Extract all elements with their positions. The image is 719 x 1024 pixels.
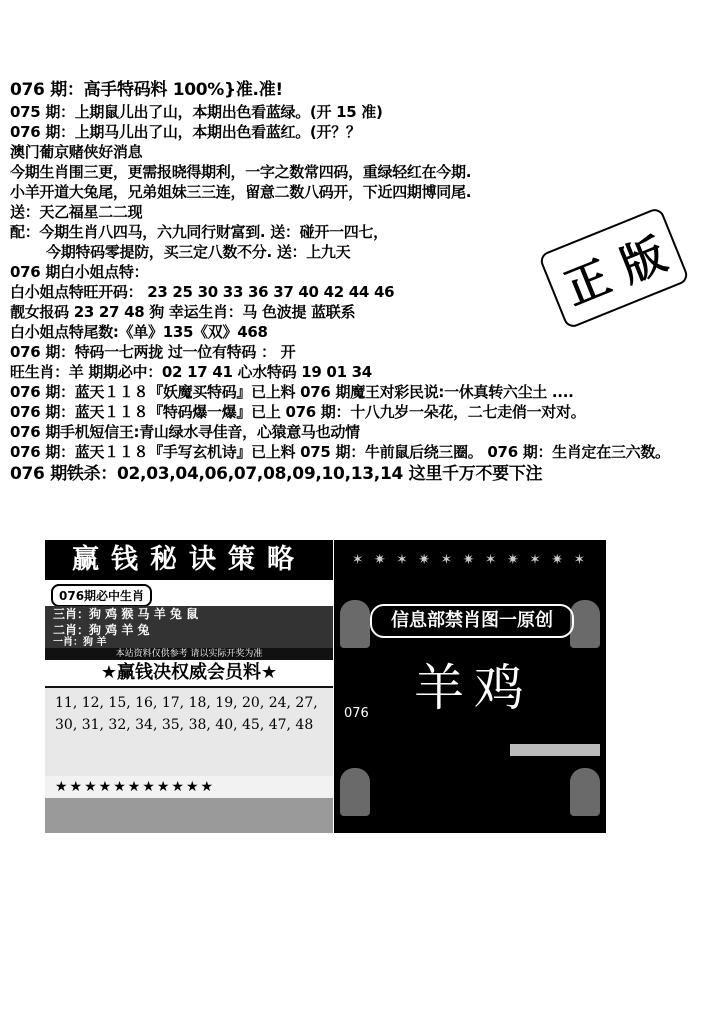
- portrait-image: [570, 768, 600, 816]
- text-line: 076 期：蓝天１１８『妖魔买特码』已上料 076 期魔王对彩民说:一休真转六尘土 ....: [10, 383, 574, 401]
- text-line: 075 期：上期鼠儿出了山，本期出色看蓝绿。(开 15 准): [10, 103, 383, 121]
- text-line: 白小姐点特旺开码： 23 25 30 33 36 37 40 42 44 46: [10, 283, 395, 301]
- right-ad-heading: 信息部禁肖图一原创: [370, 604, 574, 638]
- portrait-image: [340, 768, 370, 816]
- stamp-char-1: 正: [557, 251, 618, 316]
- right-ad-period: 076: [344, 706, 369, 721]
- left-ad-row: 二肖：狗 鸡 羊 兔: [45, 622, 333, 638]
- left-ad-footer: [45, 798, 333, 833]
- text-line: 076 期白小姐点特：: [10, 263, 149, 281]
- text-line: 076 期：特码一七两拢 过一位有特码 ： 开: [10, 343, 296, 361]
- text-line: 今期特码零提防，买三定八数不分. 送：上九天: [46, 243, 351, 261]
- text-line: 配：今期生肖八四马，六九同行财富到. 送：碰开一四七，: [10, 223, 388, 241]
- portrait-image: [570, 600, 600, 648]
- text-line: 076 期：高手特码料 100%}准.准!: [10, 80, 283, 100]
- text-line: 小羊开道大兔尾，兄弟姐妹三三连，留意二数八码开，下近四期博同尾.: [10, 183, 472, 201]
- right-ad-panel: [334, 540, 606, 833]
- text-line: 076 期：蓝天１１８『特码爆一爆』已上 076 期：十八九岁一朵花，二七走俏一对对。: [10, 403, 586, 421]
- right-ad-zodiac: 羊鸡: [414, 659, 534, 717]
- text-line: 076 期：上期马儿出了山，本期出色看蓝红。(开？？: [10, 123, 361, 141]
- right-ad-stars: ✶ ✷ ✶ ✷ ✶ ✷ ✶ ✷ ✶ ✷ ✶: [351, 552, 589, 568]
- portrait-image: [340, 600, 370, 648]
- left-ad-numbers: 11, 12, 15, 16, 17, 18, 19, 20, 24, 27, 30, 31, 32, 34, 35, 38, 40, 45, 47, 48: [45, 688, 333, 776]
- left-ad-banner: ★赢钱决权威会员料★: [45, 660, 333, 686]
- text-line: 076 期手机短信王:青山绿水寻佳音，心猿意马也动情: [10, 423, 360, 441]
- left-ad-row: 三肖：狗 鸡 猴 马 羊 兔 鼠: [45, 606, 333, 622]
- text-line: 白小姐点特尾数:《单》135《双》468: [10, 323, 268, 341]
- right-ad-caption-bar: [510, 744, 600, 756]
- left-ad-panel: [45, 540, 333, 833]
- left-ad-title: 赢钱秘诀策略: [45, 540, 333, 580]
- text-line: 送：天乙福星二二现: [10, 203, 143, 221]
- left-ad-note: 本站资料仅供参考 请以实际开奖为准: [115, 649, 263, 659]
- stamp-char-2: 版: [613, 229, 674, 293]
- left-ad-heading: 076期必中生肖: [51, 584, 152, 607]
- left-ad-stars: ★★★★★★★★★★★: [45, 776, 333, 798]
- text-line: 076 期铁杀：02,03,04,06,07,08,09,10,13,14 这里千万不要下注: [10, 464, 543, 484]
- text-line: 今期生肖围三更，更需报晓得期利，一字之数常四码，重绿轻红在今期.: [10, 163, 472, 181]
- text-line: 076 期：蓝天１１８『手写玄机诗』已上料 075 期：牛前鼠后绕三圈。 076 期：生肖定在三六数。: [10, 443, 670, 461]
- text-line: 澳门葡京赌侠好消息: [10, 143, 143, 161]
- text-line: 靓女报码 23 27 48 狗 幸运生肖：马 色波提 蓝联系: [10, 303, 356, 321]
- left-ad-row: 一肖：狗 羊: [45, 638, 333, 648]
- text-line: 旺生肖：羊 期期必中：02 17 41 心水特码 19 01 34: [10, 363, 372, 381]
